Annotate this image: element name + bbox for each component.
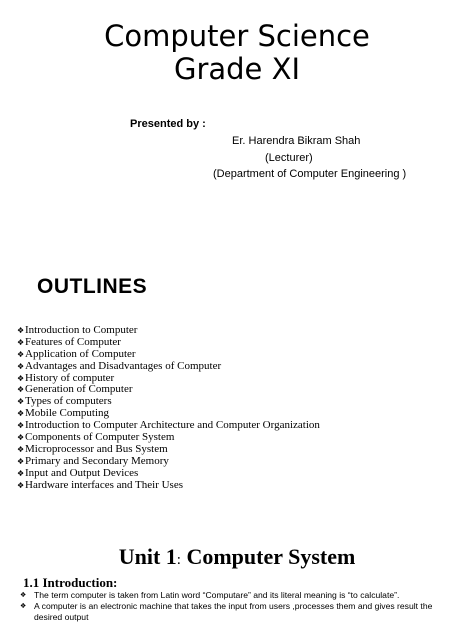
outlines-heading: OUTLINES xyxy=(37,275,148,298)
outline-item-text: Microprocessor and Bus System xyxy=(25,442,168,455)
outline-item-text: Types of computers xyxy=(25,395,112,408)
section-bullet-item xyxy=(20,590,460,601)
section-bullet-text: A computer is an electronic machine that takes the input from users ,processes them and gives result the desired output xyxy=(34,601,433,622)
unit-heading xyxy=(0,544,474,570)
outline-item-text: Features of Computer xyxy=(25,335,121,348)
presenter-department: (Department of Computer Engineering ) xyxy=(213,168,407,180)
diamond-bullet-icon: ❖ xyxy=(17,349,25,359)
outline-item-text: History of computer xyxy=(25,371,115,384)
diamond-bullet-icon: ❖ xyxy=(17,326,25,335)
outline-item xyxy=(17,456,320,468)
outline-item-text: Introduction to Computer Architecture and Computer Organization xyxy=(25,419,320,432)
outline-list xyxy=(17,325,320,491)
diamond-bullet-icon: ❖ xyxy=(17,373,25,383)
diamond-bullet-icon: ❖ xyxy=(17,397,25,407)
unit-colon: : xyxy=(176,552,181,568)
outline-item-text: Mobile Computing xyxy=(25,407,110,420)
presenter-name: Er. Harendra Bikram Shah xyxy=(232,135,361,147)
outline-item-text: Primary and Secondary Memory xyxy=(25,454,169,467)
diamond-bullet-icon: ❖ xyxy=(17,361,25,371)
outline-item xyxy=(17,480,320,492)
outline-item-text: Application of Computer xyxy=(25,347,136,360)
diamond-bullet-icon: ❖ xyxy=(17,480,25,490)
outline-item-text: Input and Output Devices xyxy=(25,466,139,479)
outline-item-text: Components of Computer System xyxy=(25,431,175,444)
presented-by-label: Presented by : xyxy=(130,118,206,130)
diamond-bullet-icon: ❖ xyxy=(17,421,25,431)
title-line-1: Computer Science xyxy=(104,19,370,53)
section-bullet-list xyxy=(20,590,460,623)
diamond-bullet-icon: ❖ xyxy=(17,444,25,454)
outline-item-text: Advantages and Disadvantages of Computer xyxy=(25,359,222,372)
unit-title: Computer System xyxy=(186,544,356,569)
outline-item xyxy=(17,349,320,361)
outline-item xyxy=(17,337,320,349)
outline-item xyxy=(17,444,320,456)
section-bullet-item xyxy=(20,601,460,623)
diamond-bullet-icon: ❖ xyxy=(17,385,25,395)
presenter-role: (Lecturer) xyxy=(265,152,313,164)
diamond-bullet-icon: ❖ xyxy=(20,602,27,610)
diamond-bullet-icon: ❖ xyxy=(20,591,27,599)
diamond-bullet-icon: ❖ xyxy=(17,456,25,466)
diamond-bullet-icon: ❖ xyxy=(17,433,25,443)
diamond-bullet-icon: ❖ xyxy=(17,409,25,419)
outline-item xyxy=(17,361,320,373)
section-heading: 1.1 Introduction: xyxy=(23,575,118,590)
outline-item-text: Hardware interfaces and Their Uses xyxy=(25,478,184,491)
diamond-bullet-icon: ❖ xyxy=(17,337,25,347)
outline-item xyxy=(17,468,320,480)
outline-item-text: Introduction to Computer xyxy=(25,324,138,336)
section-bullet-text: The term computer is taken from Latin word “Computare” and its literal meaning is “to calculate”. xyxy=(34,590,400,600)
diamond-bullet-icon: ❖ xyxy=(17,468,25,478)
outline-item-text: Generation of Computer xyxy=(25,383,133,396)
title-line-2: Grade XI xyxy=(173,52,301,86)
unit-prefix: Unit 1 xyxy=(118,544,177,569)
